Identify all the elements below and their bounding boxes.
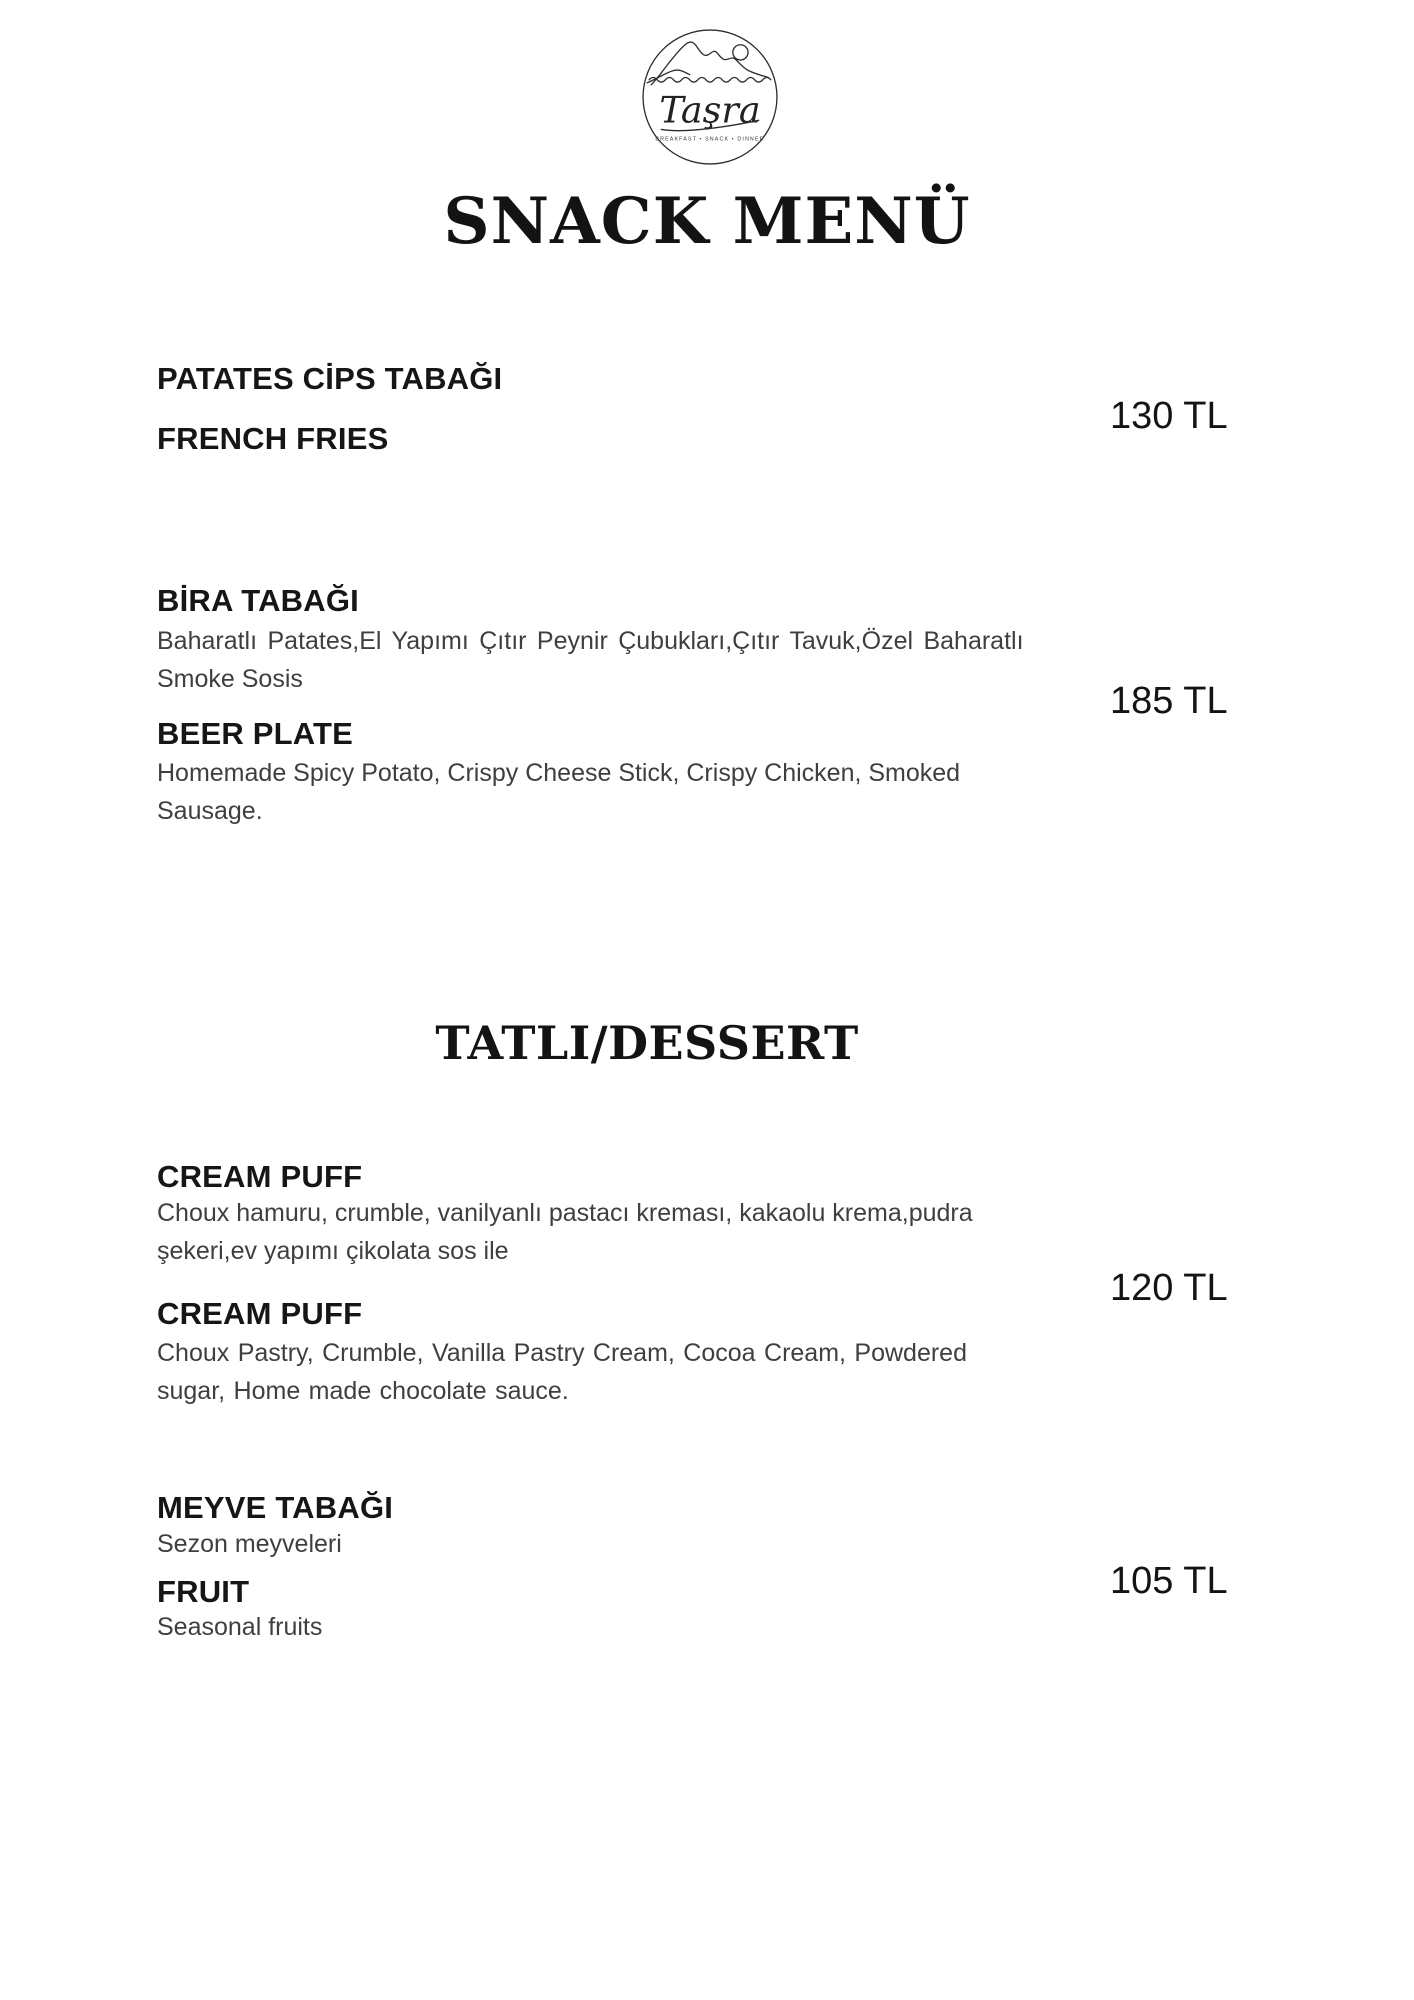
item-name-english: FRENCH FRIES <box>157 421 389 456</box>
item-name-english: BEER PLATE <box>157 716 354 751</box>
logo-tagline: BREAKFAST • SNACK • DINNER <box>655 136 765 143</box>
item-description-turkish <box>157 622 1024 698</box>
item-name-english: FRUIT <box>157 1574 250 1609</box>
item-name-turkish: BİRA TABAĞI <box>157 583 359 618</box>
sun-icon <box>733 45 748 60</box>
item-price: 120 TL <box>1110 1267 1228 1309</box>
item-description-english <box>157 754 1010 830</box>
foothills-icon <box>647 70 690 83</box>
wave-icon <box>649 77 771 82</box>
description-line: sugar, Home made chocolate sauce. <box>157 1377 569 1405</box>
item-price: 130 TL <box>1110 395 1228 437</box>
item-price: 105 TL <box>1110 1560 1228 1602</box>
item-name-turkish: MEYVE TABAĞI <box>157 1490 394 1525</box>
item-price: 185 TL <box>1110 680 1228 722</box>
item-description-turkish <box>157 1525 1010 1563</box>
item-description-english <box>157 1608 1010 1646</box>
description-line: Baharatlı Patates,El Yapımı Çıtır Peynir Çubukları,Çıtır Tavuk,Özel Baharatlı <box>157 627 1024 655</box>
description-line: Seasonal fruits <box>157 1613 323 1641</box>
description-line: Homemade Spicy Potato, Crispy Cheese Stick, Crispy Chicken, Smoked <box>157 759 961 787</box>
section-title-dessert: TATLI/DESSERT <box>435 1016 859 1070</box>
item-name-turkish: PATATES CİPS TABAĞI <box>157 361 503 396</box>
item-description-english <box>157 1334 1010 1410</box>
item-name-english: CREAM PUFF <box>157 1296 363 1331</box>
mountains-icon <box>651 42 769 85</box>
item-description-turkish <box>157 1194 1010 1270</box>
description-line: Choux Pastry, Crumble, Vanilla Pastry Cream, Cocoa Cream, Powdered <box>157 1339 967 1367</box>
description-line: şekeri,ev yapımı çikolata sos ile <box>157 1237 509 1265</box>
logo-graphic <box>639 26 781 168</box>
description-line: Sausage. <box>157 797 263 825</box>
description-line: Sezon meyveleri <box>157 1530 342 1558</box>
page-title: SNACK MENÜ <box>443 184 971 259</box>
description-line: Choux hamuru, crumble, vanilyanlı pastacı kreması, kakaolu krema,pudra <box>157 1199 973 1227</box>
restaurant-logo <box>639 26 781 168</box>
description-line: Smoke Sosis <box>157 665 303 693</box>
item-name-turkish: CREAM PUFF <box>157 1159 363 1194</box>
logo-restaurant-name: Taşra <box>659 88 761 132</box>
